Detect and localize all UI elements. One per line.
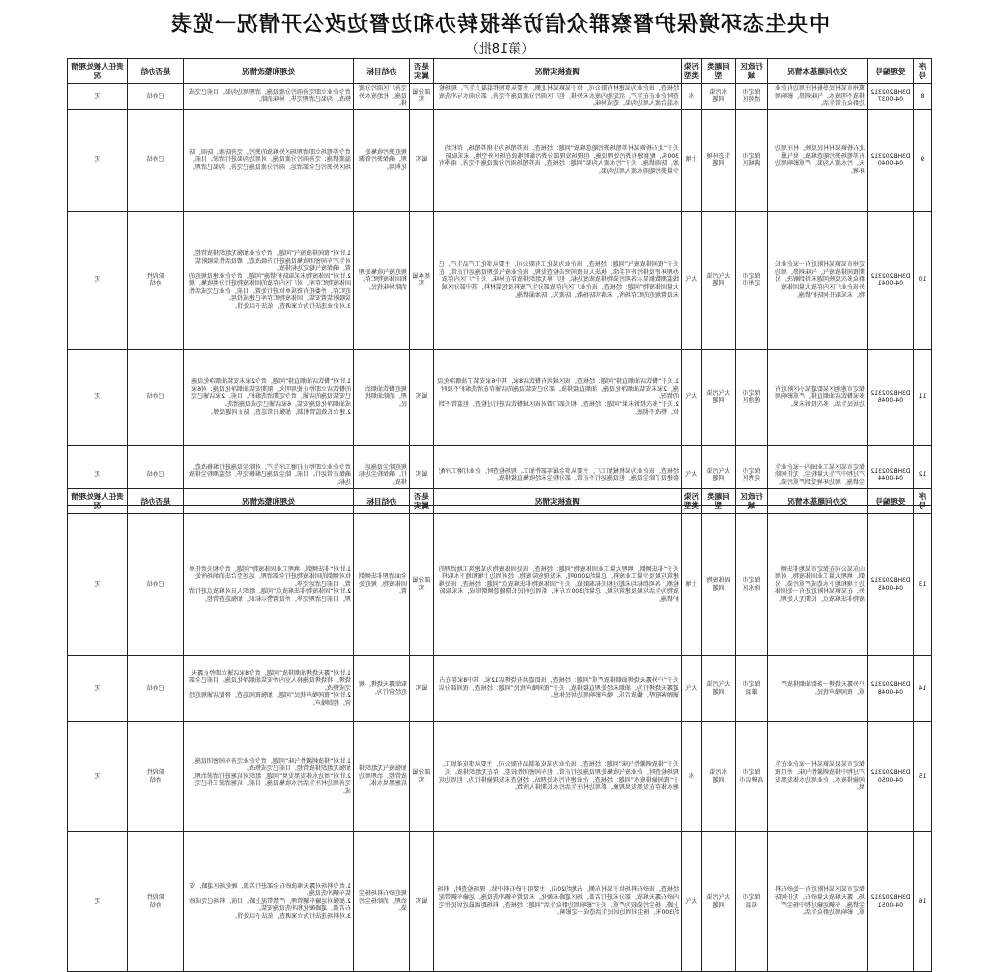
complaint-table-1 bbox=[67, 58, 932, 506]
cell-basic: 保定市某县某镇某村一家企业在生产过程中排放刺激性气味，并且夜间偷排废水，企业周边水体发黑发臭。 bbox=[768, 722, 868, 832]
cell-id: D3HB202312 04-0051 bbox=[868, 832, 914, 972]
cell-accountable: 无 bbox=[68, 211, 128, 349]
col-header: 污染类型 bbox=[682, 489, 702, 514]
cell-done: 已办结 bbox=[128, 656, 184, 722]
cell-id: D3HB202312 04-0044 bbox=[868, 445, 914, 505]
cell-handling: 责令企业立即完善雨污分流设施，清理周边沟渠。目前已完成整改，沟渠已清理完毕，异味消除。 bbox=[184, 84, 354, 110]
cell-verified: 部分属实 bbox=[410, 514, 434, 656]
cell-verified: 部分属实 bbox=[410, 722, 434, 832]
cell-verified: 属实 bbox=[410, 349, 434, 445]
cell-basic: 保定市莲池区某街道某小区附近有多家餐饮店油烟直排，严重影响周边居民生活，多次投诉未果。 bbox=[768, 349, 868, 445]
col-header: 处理和整改情况 bbox=[184, 489, 354, 514]
cell-findings: 关于“夜间排放废气”问题：经核查，该企业为某化工有限公司，主要从事化工产品生产，已办理环评及排污许可手续。执法人员夜间突击检查发现，该企业废气处理设施运行正常，在线监测数据显示各项污染物排放浓度达标，但厂界无组织排放存在异味。关于“厂区内存放大量固体废物”问题：经核查，该企业厂区内存放部分生产废料及包装材料，其中部分区域未设置规范的贮存场所，未落实防扬散、防流失、防渗漏措施。 bbox=[434, 211, 682, 349]
cell-basic: 定州市某镇某村附近有一家企业长期夜间排放废气，气味刺鼻，周边群众多次反映问题未得到解决。另外该企业厂区内存放大量固体废物，未采取任何防护措施。 bbox=[768, 211, 868, 349]
cell-verified: 部分属实 bbox=[410, 84, 434, 110]
cell-region: 保定市 满城区 bbox=[736, 109, 768, 211]
complaint-table-2 bbox=[67, 488, 932, 972]
cell-target: 规范餐饮油烟治理，消除油烟扰民。 bbox=[354, 349, 410, 445]
cell-target: 全面清理非法倾倒固体废物，规范处置。 bbox=[354, 514, 410, 656]
cell-target: 完善厂区雨污分流设施，杜绝废水外排。 bbox=[354, 84, 410, 110]
cell-pollution: 大气 bbox=[682, 349, 702, 445]
cell-region: 保定市 竞秀区 bbox=[736, 445, 768, 505]
cell-no: 10 bbox=[914, 211, 932, 349]
cell-accountable: 无 bbox=[68, 656, 128, 722]
table-header-row bbox=[68, 489, 932, 514]
cell-target: 规范粪污收集处理，确保粪污资源化利用。 bbox=[354, 109, 410, 211]
cell-no: 12 bbox=[914, 445, 932, 505]
cell-type: 生态环境 问题 bbox=[702, 109, 736, 211]
cell-basic: 保定市某区某工业园内一家企业生产过程中产生大量粉尘，无任何除尘措施，周边环境受到严重污染。 bbox=[768, 445, 868, 505]
cell-done: 已办结 bbox=[128, 349, 184, 445]
cell-region: 保定市 清苑区 bbox=[736, 84, 768, 110]
cell-target: 规范废气收集处理和固体废物贮存，消除异味扰民。 bbox=[354, 211, 410, 349]
batch-label: （第18批） bbox=[465, 42, 535, 57]
cell-no: 9 bbox=[914, 109, 932, 211]
cell-type: 大气污染 问题 bbox=[702, 211, 736, 349]
cell-pollution: 大气 bbox=[682, 656, 702, 722]
col-header: 行政区域 bbox=[736, 59, 768, 84]
col-header: 是否属实 bbox=[410, 489, 434, 514]
cell-done: 已办结 bbox=[128, 109, 184, 211]
cell-id: D3HB202312 04-0046 bbox=[868, 349, 914, 445]
cell-no: 15 bbox=[914, 722, 932, 832]
table-header-row bbox=[68, 59, 932, 84]
cell-type: 水污染 问题 bbox=[702, 84, 736, 110]
table-row bbox=[68, 349, 932, 445]
cell-region: 保定市 定州市 bbox=[736, 211, 768, 349]
cell-handling: 责令养殖场立即清理场区外堆放的粪污，完善防渗、防雨、防溢流措施；完善雨污分流设施，对周边沟渠进行清淤。目前，场区外粪污已全部清运，雨污分流设施已完善，沟渠已清理。 bbox=[184, 109, 354, 211]
col-header: 调查核实情况 bbox=[434, 59, 682, 84]
cell-no: 16 bbox=[914, 832, 932, 972]
cell-handling: 1.针对“露天烧烤油烟排放”问题，责令8家店铺立即停止露天烧烤，将烧烤设施移入室内并安装油烟净化设施。目前已全部完成整改。 2.针对“夜间噪声扰民”问题，加强夜间巡查，督促店铺规范经营，控制噪声。 bbox=[184, 656, 354, 722]
cell-verified: 基本属实 bbox=[410, 211, 434, 349]
cell-id: D3HB202312 04-0050 bbox=[868, 722, 914, 832]
col-header: 调查核实情况 bbox=[434, 489, 682, 514]
cell-id: D3HB202312 04-0037 bbox=[868, 84, 914, 110]
col-header: 办结目标 bbox=[354, 59, 410, 84]
cell-pollution: 土壤 bbox=[682, 514, 702, 656]
cell-type: 固体废物 问题 bbox=[702, 514, 736, 656]
cell-pollution: 水 bbox=[682, 722, 702, 832]
col-header: 是否办结 bbox=[128, 489, 184, 514]
cell-id: D3HB202312 04-0048 bbox=[868, 656, 914, 722]
cell-basic: 户外露天烧烤一条街油烟排放严重，夜间噪声扰民。 bbox=[768, 656, 868, 722]
cell-findings: 经核查，该企业为某机械加工厂，主要从事金属零部件加工。现场检查时，企业打磨工序配套建设了除尘设施，但设施运行不正常，部分粉尘未经收集直接排放。 bbox=[434, 445, 682, 505]
cell-pollution: 水 bbox=[682, 84, 702, 110]
cell-pollution: 大气 bbox=[682, 445, 702, 505]
cell-basic: 北石桥镇某村村民反映，村庄周边有养殖场粪污随意堆放，臭气熏天，污水流入沟渠，严重影响周边环境。 bbox=[768, 109, 868, 211]
cell-done: 阶段性 办结 bbox=[128, 832, 184, 972]
cell-basic: 保定市某区某村附近有一处砂石料场，露天堆放大量砂石，无任何防尘措施，车辆运输过程中扬尘严重，影响周边群众生活。 bbox=[768, 832, 868, 972]
cell-type: 大气污染 问题 bbox=[702, 445, 736, 505]
cell-findings: 关于“户外露天烧烤油烟排放严重”问题：经核查，该街道共有烧烤店12家，其中8家存在占道露天烧烤行为，油烟未经处理直接排放。关于“夜间噪声扰民”问题：经核查，夜间部分店铺顾客喧哗、播放音乐，噪声影响周边居民休息。 bbox=[434, 656, 682, 722]
col-header: 行政区域 bbox=[736, 489, 768, 514]
cell-target: 规范砂石料场扬尘治理，消除扬尘污染。 bbox=[354, 832, 410, 972]
cell-handling: 1.针对“夜间排放废气”问题，责令企业加强无组织排放管控，对生产车间密闭收集设施进行升级改造，增设活性炭吸附装置，确保废气稳定达标排放。 2.针对“固体废物未采取防护措施”问题，责令企业建设规范的固体废物贮存库，对厂区内存放的固体废物进行分类收集、规范贮存，并委托有资质单位进行处置。目前，企业已完成活性炭吸附装置安装，固体废物贮存库已建成投用。 3.对企业违法行为立案调查，依法予以处罚。 bbox=[184, 211, 354, 349]
cell-type: 水污染 问题 bbox=[702, 722, 736, 832]
cell-region: 保定市 雄县 bbox=[736, 656, 768, 722]
cell-id: D3HB202312 04-0041 bbox=[868, 211, 914, 349]
cell-target: 加强废气无组织排放管控，治理周边坑塘黑臭水体。 bbox=[354, 722, 410, 832]
cell-accountable: 无 bbox=[68, 84, 128, 110]
col-header: 受理编号 bbox=[868, 489, 914, 514]
cell-handling: 责令企业立即停止打磨工序生产，对除尘设施进行维修改造，确保正常运行。目前，除尘设施已维修完毕，经监测粉尘排放达标。 bbox=[184, 445, 354, 505]
cell-findings: 关于“非法倾倒、填埋大量工业固体废物”问题：经核查，该处固体废物为某建筑工地清理的建筑垃圾及少量工业废料，总量约2000吨，未发现危险废物。经对周边土壤和地下水取样检测，各项指标均未超过相关标准限值。关于“固体废物非法堆放点”问题：经核查，该处堆放物为生活垃圾及建筑垃圾，总量约300立方米，系周边村民长期随意倾倒形成，未采取防护措施。 bbox=[434, 514, 682, 656]
table-row bbox=[68, 109, 932, 211]
cell-findings: 关于“排放刺激性气味”问题：经核查，该企业为某皮革制品有限公司，主要从事皮革加工。现场检查时，企业废气收集处理设施运行正常，但车间密闭性较差，存在无组织排放。关于“夜间偷排废水”问题：经核查，企业建有污水处理站，经检查未发现偷排行为，但周边坑塘水体存在发黑发臭现象，系周边村庄生活污水长期排入所致。 bbox=[434, 722, 682, 832]
col-header: 办结目标 bbox=[354, 489, 410, 514]
cell-handling: 1.针对“排放刺激性气味”问题，责令企业完善车间密闭设施，加强无组织排放管控。目前已完成整改。 2.针对“周边水体发黑发臭”问题，组织对坑塘进行清淤治理，完善周边村庄生活污水收集设施。目前，坑塘清淤工作已完成。 bbox=[184, 722, 354, 832]
table-row bbox=[68, 722, 932, 832]
cell-no: 14 bbox=[914, 656, 932, 722]
cell-type: 大气污染 问题 bbox=[702, 656, 736, 722]
col-header: 交办问题基本情况 bbox=[768, 59, 868, 84]
cell-no: 11 bbox=[914, 349, 932, 445]
cell-verified: 属实 bbox=[410, 445, 434, 505]
cell-no: 8 bbox=[914, 84, 932, 110]
cell-id: D3HB202312 04-0040 bbox=[868, 109, 914, 211]
cell-done: 阶段性 办结 bbox=[128, 211, 184, 349]
col-header: 交办问题基本情况 bbox=[768, 489, 868, 514]
cell-type: 大气污染 问题 bbox=[702, 349, 736, 445]
cell-target: 取缔露天烧烤，规范经营行为。 bbox=[354, 656, 410, 722]
table-row bbox=[68, 84, 932, 110]
col-header: 责任人被处理情况 bbox=[68, 489, 128, 514]
cell-basic: 山东某公司在保定市某地非法倾倒、填埋大量工业固体废物，对周边土壤和地下水造成严重污染。另外，在某镇某村附近还有一处固体废物非法堆放点，长期无人处理。 bbox=[768, 514, 868, 656]
cell-region: 保定市 莲池区 bbox=[736, 349, 768, 445]
cell-verified: 属实 bbox=[410, 109, 434, 211]
document-title: 中央生态环境保护督察群众信访举报转办和边督边改公开情况一览表 bbox=[170, 12, 830, 36]
col-header: 问题类型 bbox=[702, 59, 736, 84]
cell-handling: 1.针对“餐饮店油烟直排”问题，责令2家未安装油烟净化设施的餐饮店立即停止使用明火，限期安装油烟净化设施；对6家已安装设施的店铺，责令定期清洗维护。目前，2家店铺已完成油烟净化设施安装，6家店铺已完成设施清洗。 2.建立长效监管机制，加强日常巡查，防止问题反弹。 bbox=[184, 349, 354, 445]
cell-id: D3HB202312 04-0045 bbox=[868, 514, 914, 656]
col-header: 责任人被处理情况 bbox=[68, 59, 128, 84]
cell-accountable: 无 bbox=[68, 722, 128, 832]
table-row bbox=[68, 514, 932, 656]
table-row bbox=[68, 211, 932, 349]
cell-findings: 经核查，该企业为某建材有限公司，位于某镇某村北侧，主要从事预拌混凝土生产。现场检查时企业正在生产，沉淀池内废水未外排，但厂区雨污分流设施不完善，部分雨水与冲洗废水混合流入周边沟渠，造成异味。 bbox=[434, 84, 682, 110]
cell-region: 保定市 徐水区 bbox=[736, 514, 768, 656]
cell-done: 已办结 bbox=[128, 84, 184, 110]
cell-type: 大气污染 问题 bbox=[702, 832, 736, 972]
cell-done: 阶段性 办结 bbox=[128, 722, 184, 832]
cell-verified: 属实 bbox=[410, 656, 434, 722]
cell-verified: 属实 bbox=[410, 832, 434, 972]
cell-done: 已办结 bbox=[128, 514, 184, 656]
cell-accountable: 无 bbox=[68, 445, 128, 505]
cell-done: 已办结 bbox=[128, 445, 184, 505]
cell-accountable: 无 bbox=[68, 349, 128, 445]
table-row bbox=[68, 832, 932, 972]
cell-no: 13 bbox=[914, 514, 932, 656]
cell-accountable: 无 bbox=[68, 109, 128, 211]
cell-region: 保定市 易县 bbox=[736, 832, 768, 972]
cell-findings: 经核查，该砂石料场位于某村东侧，占地约20亩，主要用于砂石料中转。现场检查时，料场内砂石露天堆放，部分未进行苫盖，场区道路未硬化，未设置车辆冲洗设施，运输车辆带泥上路，扬尘污染较为严重。关于“影响周边群众生活”问题：经核查，料场距离最近居民住宅约300米，扬尘对周边居民生活造成一定影响。 bbox=[434, 832, 682, 972]
cell-region: 保定市 高碑店市 bbox=[736, 722, 768, 832]
cell-findings: 1.关于“餐饮店油烟直排”问题：经核查，该区域共有餐饮店8家，其中6家安装了油烟净化设施，2家未安装油烟净化设施，油烟直接排放。部分已安装设施的店铺存在清洗维护不及时的情况。 2.关于“多次投诉未果”问题：经核查，相关部门曾对该区域餐饮店进行过检查，但监管不到位，整改不彻底。 bbox=[434, 349, 682, 445]
cell-accountable: 无 bbox=[68, 832, 128, 972]
col-header: 处理和整改情况 bbox=[184, 59, 354, 84]
col-header: 污染类型 bbox=[682, 59, 702, 84]
col-header: 是否属实 bbox=[410, 59, 434, 84]
cell-pollution: 大气 bbox=[682, 211, 702, 349]
table-row bbox=[68, 656, 932, 722]
cell-findings: 关于“北石桥镇某村养殖场粪污随意堆放”问题：经核查，该养殖场为生猪养殖场，存栏约300头，配套建有粪污处理设施，但现场发现部分粪污临时堆放在场区外空地，未采取防渗、防雨措施。关于“污水流入沟渠”问题：经核查，该养殖场雨污分流设施不完善，雨季有少量粪污随雨水流入周边沟渠。 bbox=[434, 109, 682, 211]
col-header: 序号 bbox=[914, 59, 932, 84]
cell-target: 规范除尘设施运行，确保粉尘达标排放。 bbox=[354, 445, 410, 505]
cell-handling: 1.针对“非法倾倒、填埋工业固体废物”问题，责令相关责任单位对倾倒的固体废物进行全部清理，运送至合法消纳场所处置。目前已清运完毕。 2.针对“固体废物非法堆放点”问题，组织人员对堆放点进行清理，目前已清理完毕，并设置警示标识，加强巡查管控。 bbox=[184, 514, 354, 656]
cell-pollution: 大气 bbox=[682, 832, 702, 972]
cell-accountable: 无 bbox=[68, 514, 128, 656]
cell-pollution: 土壤 bbox=[682, 109, 702, 211]
cell-handling: 1.责令料场对露天堆放砂石全部进行苫盖，硬化场区道路，安装车辆冲洗设施。 2.加强对运输车辆管理，严禁带泥上路。目前，料场已完成砂石苫盖、道路硬化和冲洗设施安装。 3.对料场违法行为立案调查，依法予以处罚。 bbox=[184, 832, 354, 972]
col-header: 是否办结 bbox=[128, 59, 184, 84]
col-header: 序号 bbox=[914, 489, 932, 514]
col-header: 问题类型 bbox=[702, 489, 736, 514]
cell-basic: 冀州市某村民举报村庄周边有企业排放不明废水，气味刺鼻，影响周边群众正常生活。 bbox=[768, 84, 868, 110]
col-header: 受理编号 bbox=[868, 59, 914, 84]
